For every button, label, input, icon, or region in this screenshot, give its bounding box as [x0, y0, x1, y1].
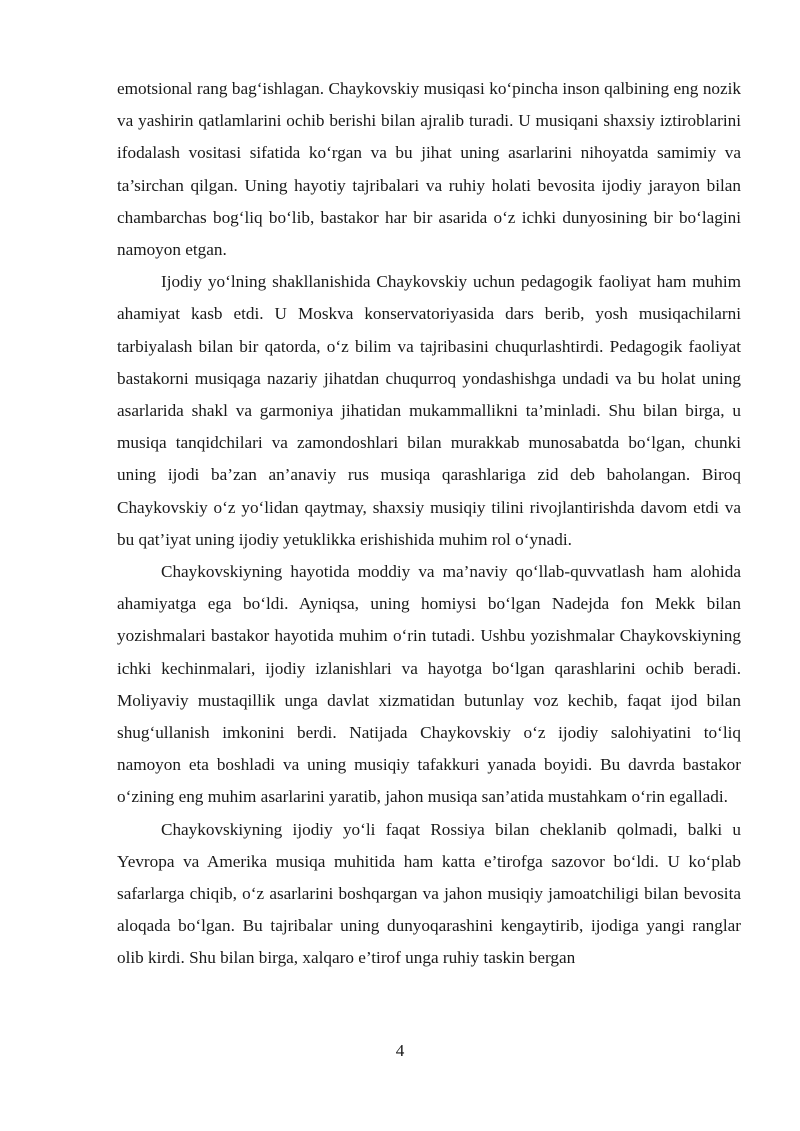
document-page [117, 73, 741, 975]
paragraph-continuation: emotsional rang bag‘ishlagan. Chaykovskiy musiqasi ko‘pincha inson qalbining eng nozik va yashirin qatlamlarini ochib berishi bilan ajralib turadi. U musiqani shaxsiy iztiroblarini ifodalash vositasi sifatida ko‘rgan va bu jihat uning asarlarini nihoyatda samimiy va ta’sirchan qilgan. Uning hayotiy tajribalari va ruhiy holati bevosita ijodiy jarayon bilan chambarchas bog‘liq bo‘lib, bastakor har bir asarida o‘z ichki dunyosining bir bo‘lagini namoyon etgan. [117, 79, 741, 260]
page-number: 4 [395, 1041, 405, 1060]
paragraph-pedagogy: Ijodiy yo‘lning shakllanishida Chaykovskiy uchun pedagogik faoliyat ham muhim ahamiyat kasb etdi. U Moskva konservatoriyasida dars berib, yosh musiqachilarni tarbiyalash bilan bir qatorda, o‘z bilim va tajribasini chuqurlashtirdi. Pedagogik faoliyat bastakorni musiqaga nazariy jihatdan chuqurroq yondashishga undadi va bu holat uning asarlarida shakl va garmoniya jihatidan mukammallikni ta’minladi. Shu bilan birga, u musiqa tanqidchilari va zamondoshlari bilan murakkab munosabatda bo‘lgan, chunki uning ijodi ba’zan an’anaviy rus musiqa qarashlariga zid deb baholangan. Biroq Chaykovskiy o‘z yo‘lidan qaytmay, shaxsiy musiqiy tilini rivojlantirishda davom etdi va bu qat’iyat uning ijodiy yetuklikka erishishida muhim rol o‘ynadi. [117, 272, 741, 549]
paragraph-international: Chaykovskiyning ijodiy yo‘li faqat Rossiya bilan cheklanib qolmadi, balki u Yevropa va Amerika musiqa muhitida ham katta e’tirofga sazovor bo‘ldi. U ko‘plab safarlarga chiqib, o‘z asarlarini boshqargan va jahon musiqiy jamoatchiligi bilan bevosita aloqada bo‘lgan. Bu tajribalar uning dunyoqarashini kengaytirib, ijodiga yangi ranglar olib kirdi. Shu bilan birga, xalqaro e’tirof unga ruhiy taskin bergan [117, 819, 741, 968]
paragraph-patronage: Chaykovskiyning hayotida moddiy va ma’naviy qo‘llab-quvvatlash ham alohida ahamiyatga ega bo‘ldi. Ayniqsa, uning homiysi bo‘lgan Nadejda fon Mekk bilan yozishmalari bastakor hayotida muhim o‘rin tutadi. Ushbu yozishmalar Chaykovskiyning ichki kechinmalari, ijodiy izlanishlari va hayotga bo‘lgan qarashlarini ochib beradi. Moliyaviy mustaqillik unga davlat xizmatidan butunlay voz kechib, faqat ijod bilan shug‘ullanish imkonini berdi. Natijada Chaykovskiy o‘z ijodiy salohiyatini to‘liq namoyon eta boshladi va uning musiqiy tafakkuri yanada boyidi. Bu davrda bastakor o‘zining eng muhim asarlarini yaratib, jahon musiqa san’atida mustahkam o‘rin egalladi. [117, 562, 741, 807]
